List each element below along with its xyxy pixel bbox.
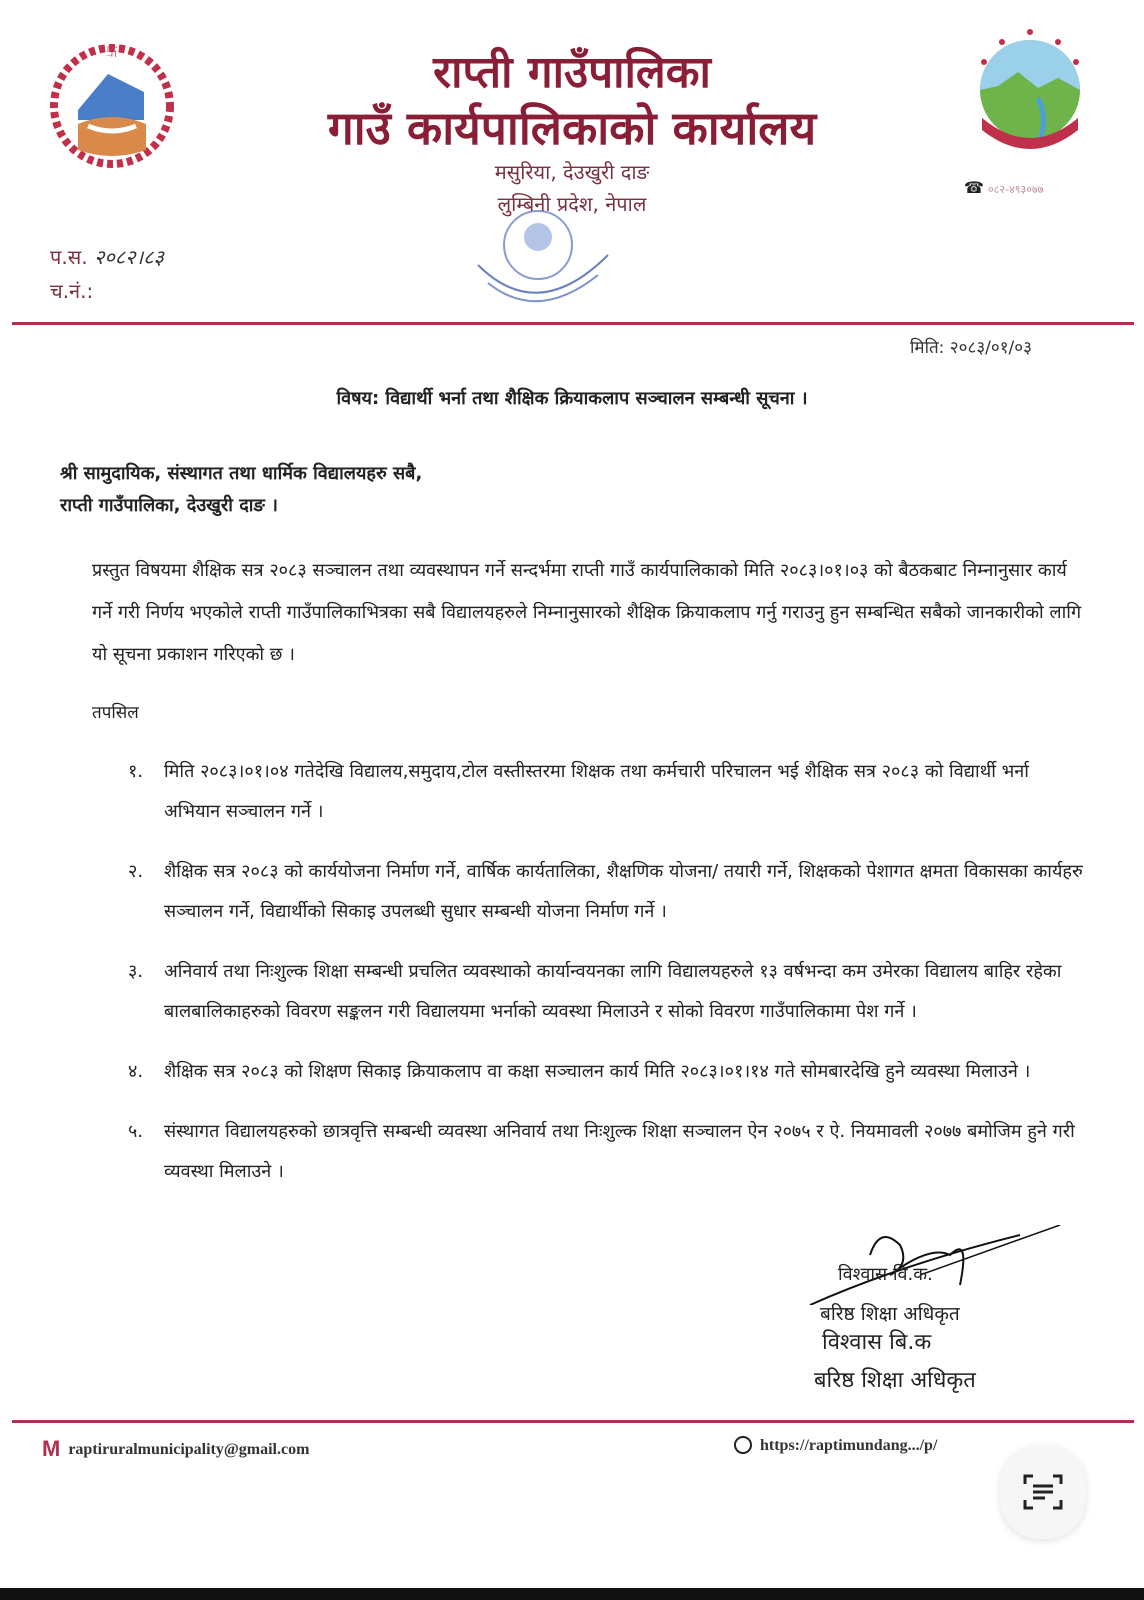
addressee-block bbox=[60, 458, 422, 522]
bottom-bar bbox=[0, 1588, 1144, 1600]
text-scan-icon bbox=[1021, 1470, 1065, 1514]
letter-body: प्रस्तुत विषयमा शैक्षिक सत्र २०८३ सञ्चालन तथा व्यवस्थापन गर्ने सन्दर्भमा राप्ती गाउँ कार्यपालिकाको मिति २०८३।०१।०३ को बैठकबाट निम्नानुसार कार्य गर्ने गरी निर्णय भएकोले राप्ती गाउँपालिकाभित्रका सबै विद्यालयहरुले निम्नानुसारको शैक्षिक क्रियाकलाप गर्नु गराउनु हुन सम्बन्धित सबैको जानकारीको लागि यो सूचना प्रकाशन गरिएको छ । bbox=[92, 560, 1082, 665]
phone-contact bbox=[964, 178, 1043, 197]
signer-post-handwritten: बरिष्ठ शिक्षा अधिकृत bbox=[820, 1303, 960, 1325]
letter-subject: विषय: विद्यार्थी भर्ना तथा शैक्षिक क्रियाकलाप सञ्चालन सम्बन्धी सूचना । bbox=[336, 388, 808, 409]
item-number: २. bbox=[128, 861, 144, 882]
list-item bbox=[128, 852, 1088, 932]
cn-label: च.नं.: bbox=[50, 279, 94, 303]
item-text: अनिवार्य तथा निःशुल्क शिक्षा सम्बन्धी प्रचलित व्यवस्थाको कार्यान्वयनका लागि विद्यालयहरुले १३ वर्षभन्दा कम उमेरका विद्यालय बाहिर रहेका बालबालिकाहरुको विवरण सङ्कलन गरी विद्यालयमा भर्नाको व्यवस्था मिलाउने र सोको विवरण गाउँपालिकामा पेश गर्ने । bbox=[164, 961, 1062, 1022]
letter-date: मिति: २०८३/०१/०३ bbox=[910, 338, 1032, 358]
ps-label: प.स. bbox=[50, 245, 88, 269]
signer-name-handwritten: विश्वास वि.क. bbox=[838, 1264, 933, 1285]
signer-post-stamp: बरिष्ठ शिक्षा अधिकृत bbox=[814, 1368, 976, 1393]
office-title-line1: राप्ती गाउँपालिका bbox=[433, 47, 711, 98]
address-line1: मसुरिया, देउखुरी दाङ bbox=[494, 160, 650, 184]
email-address: raptiruralmunicipality@gmail.com bbox=[68, 1441, 310, 1458]
addressee-line1: श्री सामुदायिक, संस्थागत तथा धार्मिक विद्यालयहरु सबै, bbox=[60, 463, 423, 484]
item-text: शैक्षिक सत्र २०८३ को कार्ययोजना निर्माण गर्ने, वार्षिक कार्यतालिका, शैक्षणिक योजना/ तयारी गर्ने, शिक्षकको पेशागत क्षमता विकासका कार्यहरु सञ्चालन गर्ने, विद्यार्थीको सिकाइ उपलब्धी सुधार सम्बन्धी योजना निर्माण गर्ने । bbox=[164, 861, 1083, 922]
item-text: संस्थागत विद्यालयहरुको छात्रवृत्ति सम्बन्धी व्यवस्था अनिवार्य तथा निःशुल्क शिक्षा सञ्चालन ऐन २०७५ र ऐ. नियमावली २०७७ बमोजिम हुने गरी व्यवस्था मिलाउने । bbox=[164, 1121, 1075, 1182]
office-stamp-icon bbox=[448, 205, 628, 325]
item-number: ४. bbox=[128, 1061, 144, 1082]
telephone-icon: ☎ bbox=[964, 178, 984, 197]
item-number: १. bbox=[128, 761, 144, 782]
ps-value: २०८२।८३ bbox=[93, 245, 164, 269]
address-line2: लुम्बिनी प्रदेश, नेपाल bbox=[497, 192, 647, 216]
text-scan-button[interactable] bbox=[1000, 1445, 1086, 1539]
item-text: शैक्षिक सत्र २०८३ को शिक्षण सिकाइ क्रियाकलाप वा कक्षा सञ्चालन कार्य मिति २०८३।०१।१४ गते सोमबारदेखि हुने व्यवस्था मिलाउने । bbox=[164, 1061, 1031, 1082]
website-url: https://raptimundang.../p/ bbox=[760, 1437, 938, 1454]
office-title-line2: गाउँ कार्यपालिकाको कार्यालय bbox=[327, 101, 817, 155]
mail-icon: M bbox=[42, 1436, 61, 1461]
globe-icon bbox=[734, 1436, 752, 1454]
svg-text:卐: 卐 bbox=[105, 45, 119, 59]
header-divider bbox=[12, 322, 1134, 325]
details-heading: तपसिल bbox=[92, 703, 139, 723]
signature-scribble-icon bbox=[780, 1225, 1100, 1305]
list-item bbox=[128, 1112, 1088, 1192]
addressee-line2: राप्ती गाउँपालिका, देउखुरी दाङ । bbox=[60, 495, 278, 516]
phone-number: ०८२-४९३०७७ bbox=[987, 183, 1044, 196]
footer-divider bbox=[12, 1420, 1134, 1423]
list-item bbox=[128, 752, 1088, 832]
item-list bbox=[128, 752, 1088, 1212]
item-number: ३. bbox=[128, 961, 144, 982]
list-item bbox=[128, 952, 1088, 1032]
footer-email bbox=[42, 1436, 309, 1462]
item-number: ५. bbox=[128, 1121, 144, 1142]
reference-block bbox=[50, 240, 164, 308]
item-text: मिति २०८३।०१।०४ गतेदेखि विद्यालय,समुदाय,टोल वस्तीस्तरमा शिक्षक तथा कर्मचारी परिचालन भई शैक्षिक सत्र २०८३ को विद्यार्थी भर्ना अभियान सञ्चालन गर्ने । bbox=[164, 761, 1029, 822]
signer-name-stamp: विश्वास बि.क bbox=[822, 1330, 932, 1355]
list-item bbox=[128, 1052, 1088, 1092]
footer-website bbox=[734, 1436, 937, 1455]
